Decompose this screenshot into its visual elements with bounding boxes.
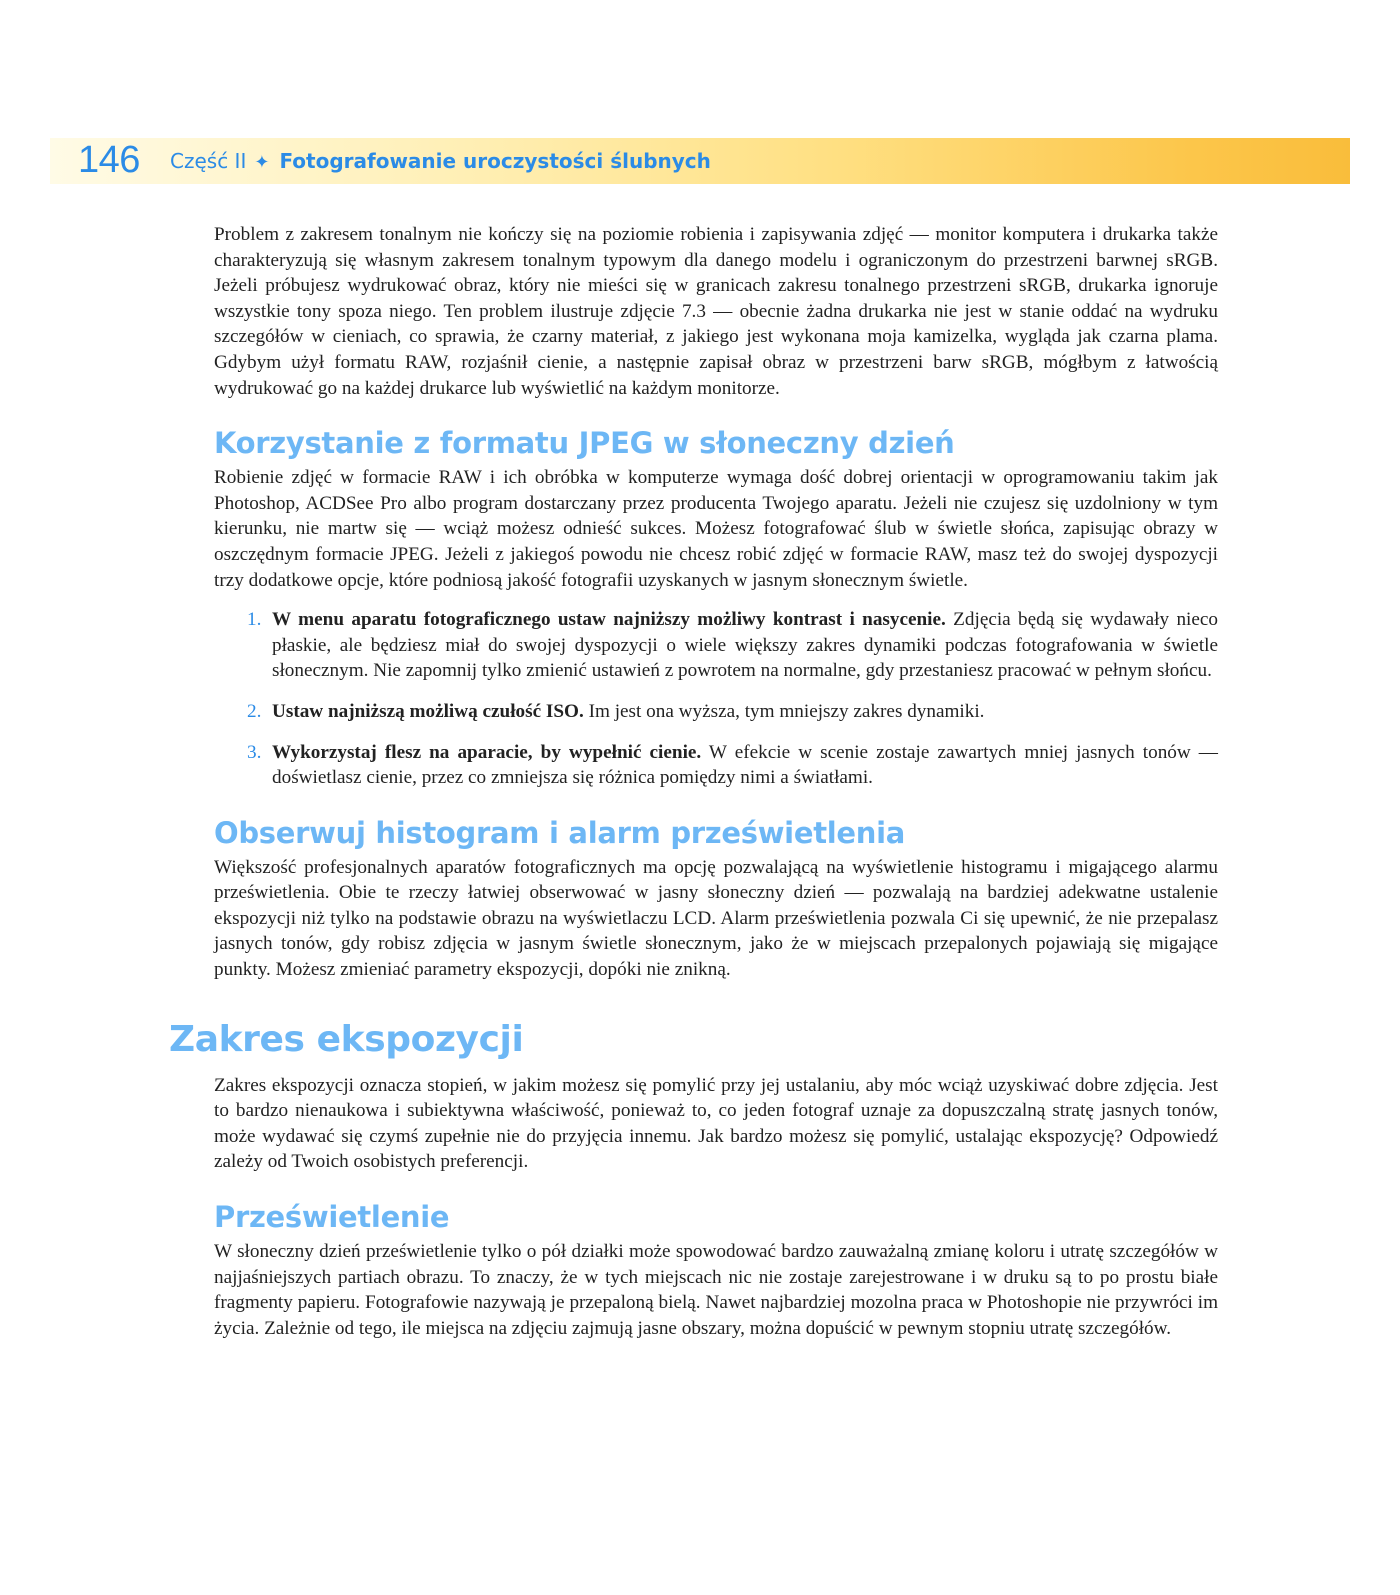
section-heading-histogram: Obserwuj histogram i alarm prześwietlenia	[214, 815, 906, 850]
step-number: 2.	[247, 700, 262, 722]
part-label: Część II	[170, 149, 247, 173]
diamond-separator-icon: ✦	[254, 152, 270, 173]
numbered-steps-list	[214, 607, 1218, 791]
step-text: Im jest ona wyższa, tym mniejszy zakres dynamiki.	[583, 700, 985, 722]
list-item	[214, 740, 1218, 791]
section-heading-jpeg: Korzystanie z formatu JPEG w słoneczny dzień	[214, 426, 955, 461]
step-number: 3.	[247, 741, 262, 763]
step-number: 1.	[247, 609, 262, 631]
step-lead: Ustaw najniższą możliwą czułość ISO.	[272, 700, 584, 722]
step-text: Zdjęcia będą się wydawały nieco płaskie, ale będziesz miał do swojej dyspozycji o wiele większy zakres dynamiki podczas fotografowania w świetle słonecznym. Nie zapomnij tylko zmienić ustawień z powrotem na normalne, gdy przestaniesz pracować w pełnym słońcu.	[272, 609, 1219, 682]
section-heading-exposure-range: Zakres ekspozycji	[169, 1018, 524, 1060]
section-paragraph-overexposure: W słoneczny dzień prześwietlenie tylko o pół działki może spowodować bardzo zauważalną zmianę koloru i utratę szczegółów w najjaśniejszych partiach obrazu. To znaczy, że w tych miejscach nic nie zostaje zarejestrowane i w druku są to po prostu białe fragmenty papieru. Fotografowie nazywają je przepaloną bielą. Nawet najbardziej mozolna praca w Photoshopie nie przywróci im życia. Zależnie od tego, ile miejsca na zdjęciu zajmują jasne obszary, można dopuścić w pewnym stopniu utratę szczegółów.	[214, 1241, 1218, 1339]
step-lead: W menu aparatu fotograficznego ustaw najniższy możliwy kontrast i nasycenie.	[272, 609, 946, 631]
intro-paragraph: Problem z zakresem tonalnym nie kończy się na poziomie robienia i zapisywania zdjęć — monitor komputera i drukarka także charakteryzują się własnym zakresem tonalnym typowym dla danego modelu i ograniczonym do przestrzeni barwnej sRGB. Jeżeli próbujesz wydrukować obraz, który nie mieści się w granicach zakresu tonalnego przestrzeni sRGB, drukarka ignoruje wszystkie tony spoza niego. Ten problem ilustruje zdjęcie 7.3 — obecnie żadna drukarka nie jest w stanie oddać na wydruku szczegółów w cieniach, co sprawia, że czarny materiał, z jakiego jest wykonana moja kamizelka, wygląda jak czarna plama. Gdybym użył formatu RAW, rozjaśnił cienie, a następnie zapisał obraz w przestrzeni barw sRGB, mógłbym z łatwością wydrukować go na każdej drukarce lub wyświetlić na każdym monitorze.	[214, 224, 1218, 399]
list-item	[214, 607, 1218, 684]
page-body	[169, 222, 1219, 1341]
chapter-title: Fotografowanie uroczystości ślubnych	[279, 149, 711, 173]
list-item	[214, 699, 1218, 725]
running-head	[170, 148, 711, 176]
section-paragraph-exposure-range: Zakres ekspozycji oznacza stopień, w jakim możesz się pomylić przy jej ustalaniu, aby móc wciąż uzyskiwać dobre zdjęcia. Jest to bardzo nienaukowa i subiektywna właściwość, ponieważ to, co jeden fotograf uznaje za dopuszczalną stratę jasnych tonów, może wydawać się czymś zupełnie nie do przyjęcia innemu. Jak bardzo możesz się pomylić, ustalając ekspozycję? Odpowiedź zależy od Twoich osobistych preferencji.	[214, 1074, 1218, 1173]
section-paragraph-jpeg: Robienie zdjęć w formacie RAW i ich obróbka w komputerze wymaga dość dobrej orientacji w oprogramowaniu takim jak Photoshop, ACDSee Pro albo program dostarczany przez producenta Twojego aparatu. Jeżeli nie czujesz się uzdolniony w tym kierunku, nie martw się — wciąż możesz odnieść sukces. Możesz fotografować ślub w świetle słońca, zapisując obrazy w oszczędnym formacie JPEG. Jeżeli z jakiegoś powodu nie chcesz robić zdjęć w formacie RAW, masz też do swojej dyspozycji trzy dodatkowe opcje, które podniosą jakość fotografii uzyskanych w jasnym słonecznym świetle.	[214, 467, 1218, 591]
step-lead: Wykorzystaj flesz na aparacie, by wypełnić cienie.	[272, 741, 702, 763]
page-number: 146	[78, 139, 140, 181]
section-heading-overexposure: Prześwietlenie	[214, 1200, 450, 1235]
step-text: W efekcie w scenie zostaje zawartych mniej jasnych tonów — doświetlasz cienie, przez co zmniejsza się różnica pomiędzy nimi a światłami.	[272, 741, 1218, 789]
section-paragraph-histogram: Większość profesjonalnych aparatów fotograficznych ma opcję pozwalającą na wyświetlenie histogramu i migającego alarmu prześwietlenia. Obie te rzeczy łatwiej obserwować w jasny słoneczny dzień — pozwalają na bardziej adekwatne ustalenie ekspozycji niż tylko na podstawie obrazu na wyświetlaczu LCD. Alarm prześwietlenia pozwala Ci się upewnić, że nie przepalasz jasnych tonów, gdy robisz zdjęcia w jasnym świetle słonecznym, jako że w miejscach przepalonych pojawiają się migające punkty. Możesz zmieniać parametry ekspozycji, dopóki nie znikną.	[214, 856, 1218, 981]
